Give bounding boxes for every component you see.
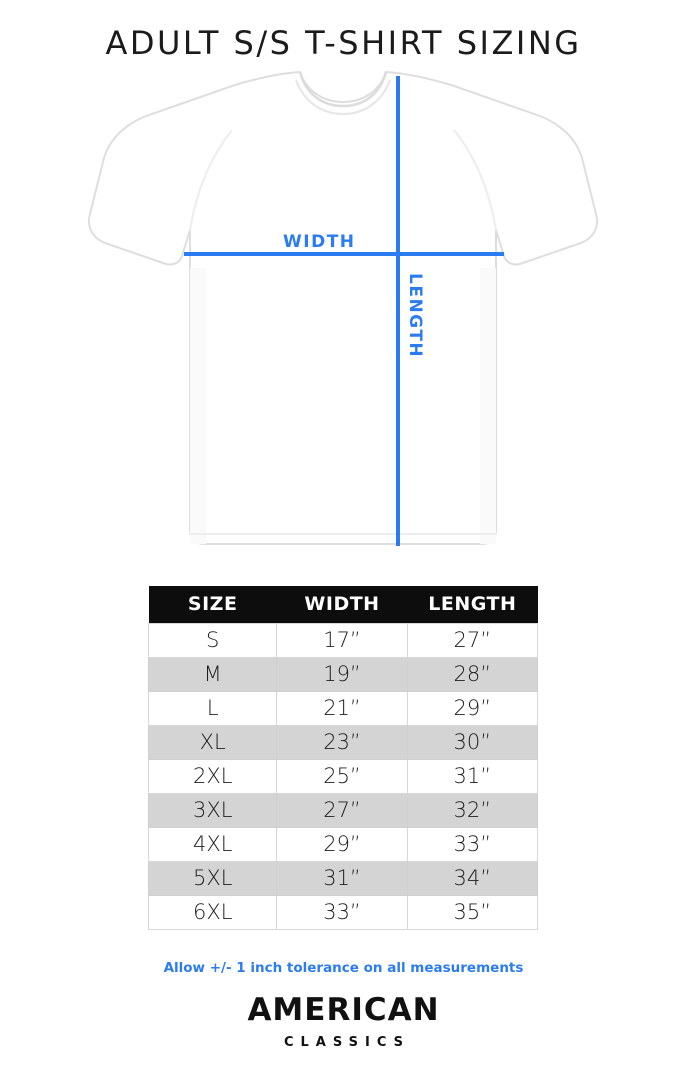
- width-label: WIDTH: [283, 232, 356, 252]
- cell-width: 29”: [277, 828, 407, 862]
- cell-width: 25”: [277, 760, 407, 794]
- cell-width: 23”: [277, 726, 407, 760]
- cell-width: 19”: [277, 658, 407, 692]
- cell-size: L: [149, 692, 277, 726]
- cell-size: 4XL: [149, 828, 277, 862]
- cell-width: 17”: [277, 624, 407, 658]
- table-header-row: [149, 586, 538, 624]
- table-row: [149, 794, 538, 828]
- cell-length: 31”: [407, 760, 537, 794]
- size-chart-table: [148, 586, 538, 930]
- tshirt-diagram: [0, 68, 687, 558]
- brand-logo: [0, 993, 687, 1050]
- tolerance-note: Allow +/- 1 inch tolerance on all measurements: [163, 960, 524, 976]
- table-row: [149, 828, 538, 862]
- header-length: LENGTH: [407, 586, 537, 624]
- cell-width: 27”: [277, 794, 407, 828]
- cell-length: 32”: [407, 794, 537, 828]
- table-row: [149, 760, 538, 794]
- table-row: [149, 658, 538, 692]
- header-width: WIDTH: [277, 586, 407, 624]
- table-row: [149, 862, 538, 896]
- cell-length: 34”: [407, 862, 537, 896]
- cell-size: 3XL: [149, 794, 277, 828]
- cell-size: 6XL: [149, 896, 277, 930]
- cell-length: 27”: [407, 624, 537, 658]
- cell-size: 5XL: [149, 862, 277, 896]
- cell-size: S: [149, 624, 277, 658]
- header-size: SIZE: [149, 586, 277, 624]
- cell-length: 29”: [407, 692, 537, 726]
- brand-subtitle: CLASSICS: [283, 1035, 410, 1051]
- cell-length: 30”: [407, 726, 537, 760]
- cell-width: 33”: [277, 896, 407, 930]
- cell-length: 28”: [407, 658, 537, 692]
- cell-length: 33”: [407, 828, 537, 862]
- brand-name: AMERICAN: [247, 992, 440, 1028]
- cell-size: M: [149, 658, 277, 692]
- cell-length: 35”: [407, 896, 537, 930]
- table-row: [149, 896, 538, 930]
- cell-size: 2XL: [149, 760, 277, 794]
- cell-width: 31”: [277, 862, 407, 896]
- cell-size: XL: [149, 726, 277, 760]
- length-label: LENGTH: [405, 273, 425, 359]
- cell-width: 21”: [277, 692, 407, 726]
- table-row: [149, 726, 538, 760]
- tshirt-illustration: [0, 68, 687, 558]
- page-title: ADULT S/S T-SHIRT SIZING: [105, 24, 582, 62]
- table-row: [149, 624, 538, 658]
- table-row: [149, 692, 538, 726]
